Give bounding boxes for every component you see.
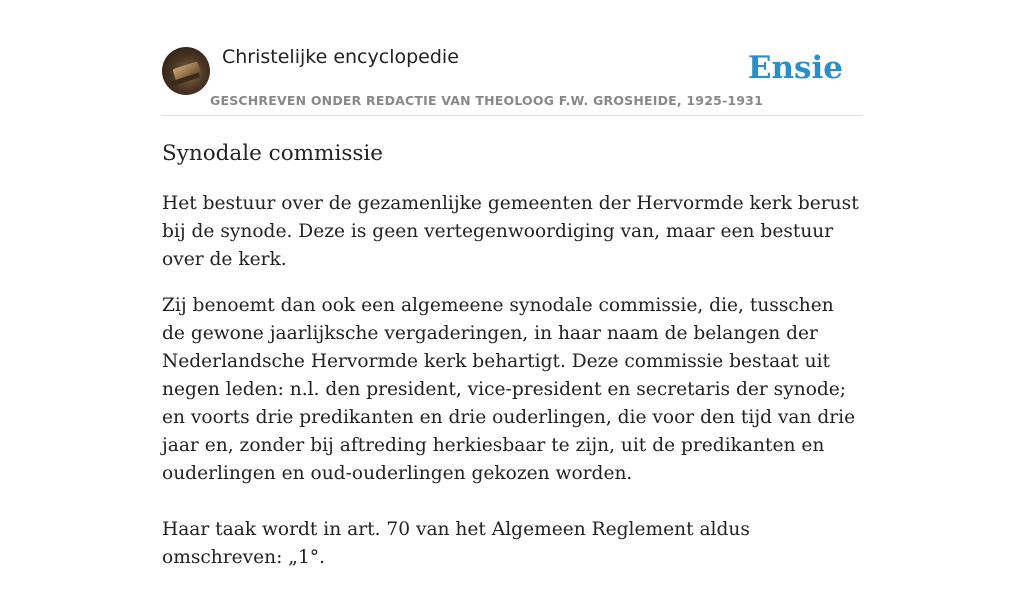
- site-avatar-image[interactable]: [162, 47, 210, 95]
- article-paragraph: Zij benoemt dan ook een algemeene synodale commissie, die, tusschen de gewone jaarlijksche vergaderingen, in haar naam de belangen der Nederlandsche Hervormde kerk behartigt. Deze commissie bestaat uit negen leden: n.l. den president, vice-president en secretaris der synode; en voorts drie predikanten en drie ouderlingen, die voor den tijd van drie jaar en, zonder bij aftreding herkiesbaar te zijn, uit de predikanten en ouderlingen en oud-ouderlingen gekozen worden.: [162, 295, 856, 484]
- site-name[interactable]: Christelijke encyclopedie: [222, 46, 459, 68]
- article-title: Synodale commissie: [162, 141, 383, 166]
- article-content: [162, 138, 862, 590]
- site-tagline: GESCHREVEN ONDER REDACTIE VAN THEOLOOG F.W. GROSHEIDE, 1925-1931: [210, 93, 763, 108]
- article-paragraph: Haar taak wordt in art. 70 van het Algemeen Reglement aldus omschreven: „1°.: [162, 519, 750, 568]
- article-paragraph: Het bestuur over de gezamenlijke gemeenten der Hervormde kerk berust bij de synode. Deze is geen vertegenwoordiging van, maar een bestuur over de kerk.: [162, 193, 859, 270]
- header-divider: [162, 115, 862, 116]
- site-header: [162, 46, 862, 116]
- ensie-logo[interactable]: Ensie: [747, 50, 843, 86]
